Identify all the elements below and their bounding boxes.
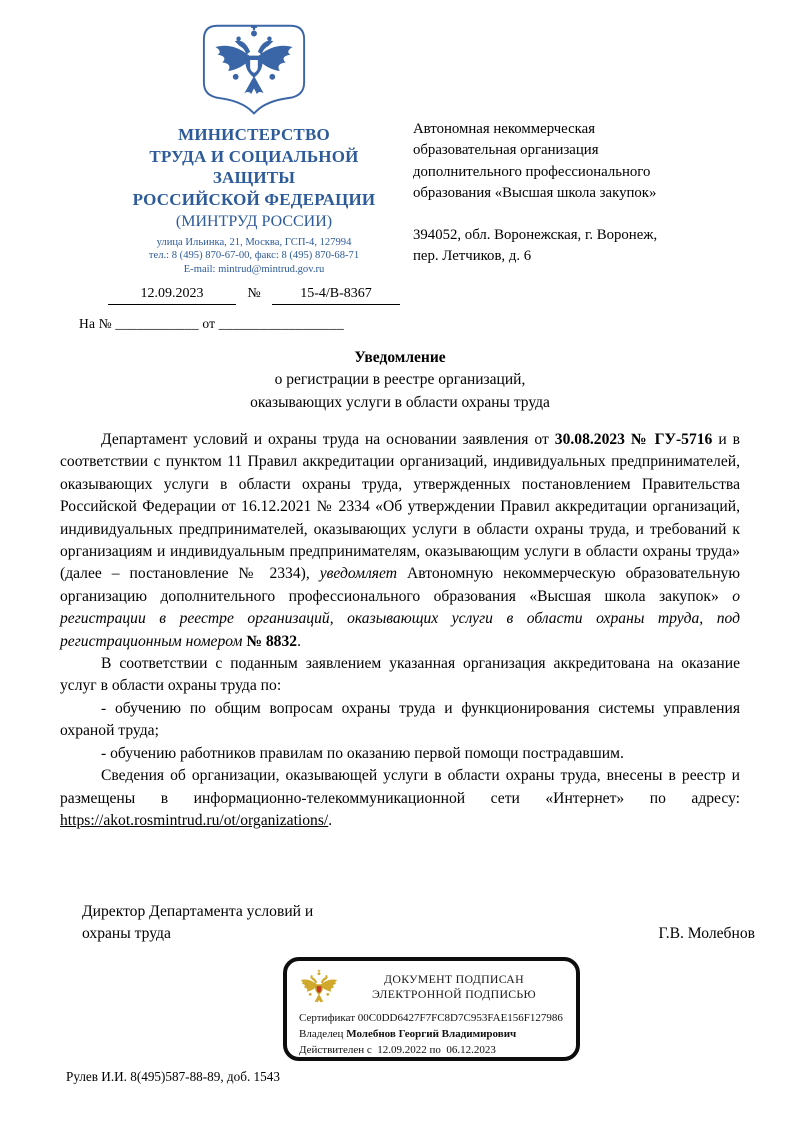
stamp-header bbox=[287, 961, 576, 1008]
recipient-line: образования «Высшая школа закупок» bbox=[413, 184, 657, 201]
russia-coat-of-arms-icon bbox=[201, 22, 307, 122]
ministry-letterhead bbox=[108, 22, 400, 305]
validity-label: Действителен с bbox=[299, 1043, 372, 1056]
stamp-validity-line bbox=[299, 1043, 566, 1059]
body-text: Сведения об организации, оказывающей услуги в области охраны труда, внесены в реестр и размещены в информационно-телекоммуникационной сети «Интернет» по адресу: bbox=[60, 767, 740, 807]
address-line: улица Ильинка, 21, Москва, ГСП-4, 127994 bbox=[156, 237, 352, 248]
signer-position-line: охраны труда bbox=[82, 925, 171, 943]
signature-block bbox=[82, 901, 755, 946]
ministry-name-line: МИНИСТЕРСТВО bbox=[178, 125, 330, 144]
electronic-signature-stamp bbox=[283, 957, 580, 1061]
stamp-owner-line bbox=[299, 1027, 566, 1043]
owner-name: Молебнов Георгий Владимирович bbox=[346, 1027, 517, 1040]
date-number-row bbox=[108, 285, 400, 305]
ministry-name-line: РОССИЙСКОЙ ФЕДЕРАЦИИ bbox=[132, 189, 376, 209]
paragraph-registration bbox=[60, 429, 740, 653]
title-line: о регистрации в реестре организаций, bbox=[274, 371, 526, 389]
recipient-address-line: пер. Летчиков, д. 6 bbox=[413, 248, 532, 265]
validity-to: 06.12.2023 bbox=[446, 1043, 496, 1056]
ministry-name bbox=[108, 124, 400, 210]
reference-line: На № ____________ от __________________ bbox=[79, 316, 344, 331]
letter-body bbox=[60, 429, 740, 832]
list-item-training-general: - обучению по общим вопросам охраны труда и функционирования системы управления охраной труда; bbox=[60, 699, 740, 740]
registry-url-link[interactable]: https://akot.rosmintrud.ru/ot/organizations/ bbox=[60, 811, 329, 829]
ministry-address bbox=[108, 236, 400, 276]
body-text: . bbox=[297, 632, 301, 650]
stamp-title bbox=[342, 972, 566, 1002]
ministry-name-line: ЗАЩИТЫ bbox=[212, 168, 296, 187]
document-title bbox=[60, 347, 740, 414]
signer-name: Г.В. Молебнов bbox=[658, 925, 755, 943]
letter-date: 12.09.2023 bbox=[108, 285, 236, 305]
executor-contact: Рулев И.И. 8(495)587-88-89, доб. 1543 bbox=[66, 1069, 280, 1084]
list-item-training-first-aid: - обучению работников правилам по оказанию первой помощи пострадавшим. bbox=[101, 744, 624, 762]
recipient-line: дополнительного профессионального bbox=[413, 163, 651, 180]
application-date-number: 30.08.2023 № ГУ-5716 bbox=[554, 431, 713, 448]
body-text-italic: о регистрации в реестре организаций, оказывающих услуги в области охраны труда, под регистрационным номером bbox=[60, 587, 740, 650]
title-line-main: Уведомление bbox=[354, 349, 446, 366]
owner-label: Владелец bbox=[299, 1027, 344, 1040]
body-text: Автономную некоммерческую образовательную организацию дополнительного профессионального образования «Высшая школа закупок» bbox=[60, 565, 740, 605]
recipient-address-line: 394052, обл. Воронежская, г. Воронеж, bbox=[413, 227, 658, 244]
ministry-name-line: ТРУДА И СОЦИАЛЬНОЙ bbox=[149, 146, 359, 166]
number-sign: № bbox=[247, 286, 261, 302]
address-line: тел.: 8 (495) 870-67-00, факс: 8 (495) 870-68-71 bbox=[148, 250, 360, 262]
title-line: оказывающих услуги в области охраны труда bbox=[250, 393, 550, 411]
signer-position-line: Директор Департамента условий и bbox=[82, 903, 314, 920]
body-text: . bbox=[328, 811, 333, 829]
gold-double-headed-eagle-icon bbox=[296, 966, 342, 1008]
recipient-line: образовательная организация bbox=[413, 142, 599, 159]
recipient-block bbox=[413, 119, 753, 268]
stamp-title-line: ДОКУМЕНТ ПОДПИСАН bbox=[384, 972, 524, 986]
registration-number: № 8832 bbox=[246, 632, 298, 650]
paragraph-accreditation: В соответствии с поданным заявлением указанная организация аккредитована на оказание услуг в области охраны труда по: bbox=[60, 655, 740, 695]
recipient-line: Автономная некоммерческая bbox=[413, 121, 596, 137]
certificate-value: 00C0DD6427F7FC8D7C953FAE156F127986 bbox=[357, 1012, 563, 1024]
body-text: Департамент условий и охраны труда на основании заявления от bbox=[101, 431, 555, 448]
body-text-italic: уведомляет bbox=[319, 565, 398, 583]
stamp-title-line: ЭЛЕКТРОННОЙ ПОДПИСЬЮ bbox=[372, 987, 536, 1001]
paragraph-registry-info bbox=[60, 765, 740, 832]
validity-to-label: по bbox=[429, 1043, 441, 1056]
ministry-short-name: (МИНТРУД РОССИИ) bbox=[175, 213, 333, 230]
body-text: и в соответствии с пунктом 11 Правил аккредитации организаций, индивидуальных предпринимателей, оказывающих услуги в области охраны труда, утвержденных постановлением Правительства Российской Федерации от 16.12.2021 № 2334 «Об утверждении Правил аккредитации организаций, индивидуальных предпринимателей, оказывающих услуги в области охраны труда, и требований к организациям и индивидуальным предпринимателям, оказывающим услуги в области охраны труда» (далее – постановление № 2334), bbox=[60, 431, 740, 583]
stamp-certificate-line bbox=[299, 1011, 566, 1027]
address-line: E-mail: mintrud@mintrud.gov.ru bbox=[183, 263, 325, 275]
letter-number: 15-4/В-8367 bbox=[272, 285, 400, 305]
stamp-details bbox=[287, 1008, 576, 1058]
certificate-label: Сертификат bbox=[299, 1012, 355, 1024]
recipient-gap bbox=[413, 204, 753, 225]
signer-position bbox=[82, 901, 313, 946]
validity-from: 12.09.2022 bbox=[377, 1043, 427, 1056]
